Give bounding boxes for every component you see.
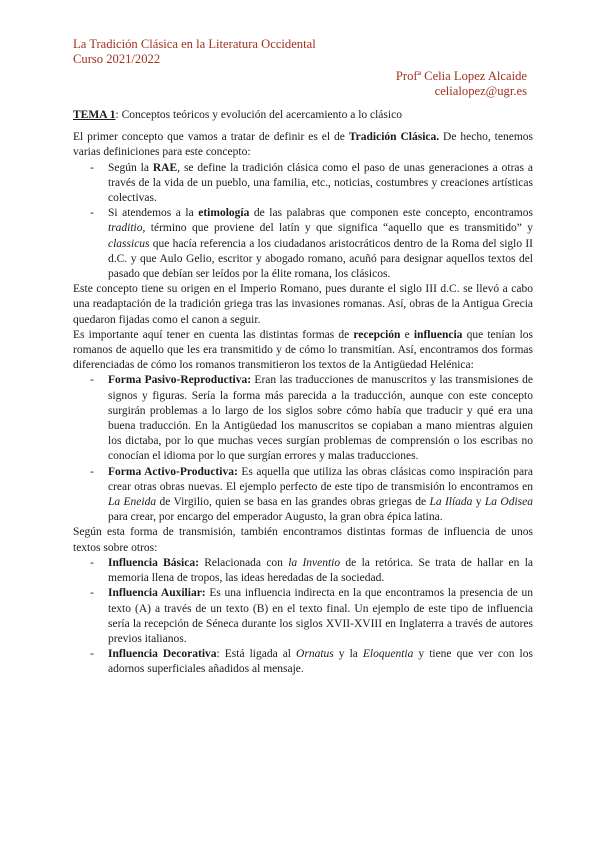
list-dash: - xyxy=(90,161,94,174)
iliada-title: La Ilíada xyxy=(429,496,473,509)
etym-text-4: que hacía referencia a los ciudadanos aristocráticos dentro de la Roma del siglo II d.C. y que Aulo Gelio, escritor y abogado romano, acuñó para designar aquellos textos del pasado que debían ser leídos por la élite romana, los clásicos. xyxy=(108,237,533,281)
list-dash: - xyxy=(90,587,94,600)
list-item-basica xyxy=(73,556,533,586)
list-item-decorativa xyxy=(73,647,533,677)
odisea-title: La Odisea xyxy=(484,496,533,509)
reception-paragraph xyxy=(73,328,533,374)
course-year: Curso 2021/2022 xyxy=(73,52,161,66)
definitions-list xyxy=(73,161,533,283)
list-item-etymology xyxy=(73,206,533,282)
list-dash: - xyxy=(90,374,94,387)
basica-text-2: de la retórica. Se trata de hallar en la memoria llena de tropos, las ideas heredadas de la sociedad. xyxy=(108,556,533,585)
activo-text-3: y xyxy=(472,496,485,509)
intro-term: Tradición Clásica. xyxy=(348,131,440,144)
eneida-title: La Eneida xyxy=(108,496,157,509)
etym-text-2: de las palabras que componen este concepto, encontramos xyxy=(249,207,533,220)
auxiliar-text: Es una influencia indirecta en la que encontramos la presencia de un texto (A) a través de un texto (B) en el texto final. Un ejemplo de este tipo de influencia sería la recepción de Séneca durante los siglos XVII-XVIII en Inglaterra a través de autores previos italianos. xyxy=(108,587,533,645)
course-header xyxy=(73,37,316,67)
etym-latin-traditio: traditio xyxy=(108,222,143,235)
activo-term: Forma Activo-Productiva: xyxy=(108,465,238,478)
reception-text-2: e xyxy=(400,328,414,341)
etym-text-3: , término que proviene del latín y que significa “aquello que es transmitido” y xyxy=(142,222,533,235)
eloquentia-term: Eloquentia xyxy=(362,648,414,661)
intro-text: El primer concepto que vamos a tratar de definir es el de xyxy=(73,131,349,144)
section-heading xyxy=(73,108,533,123)
tema-title: : Conceptos teóricos y evolución del acercamiento a lo clásico xyxy=(115,109,402,121)
activo-text-4: para crear, por encargo del emperador Augusto, la gran obra épica latina. xyxy=(108,511,443,524)
document-body xyxy=(73,108,533,678)
course-title: La Tradición Clásica en la Literatura Occidental xyxy=(73,37,316,51)
etym-term: etimología xyxy=(198,207,250,220)
basica-term: Influencia Básica: xyxy=(108,556,199,569)
list-item-activo xyxy=(73,465,533,526)
pasivo-text: Eran las traducciones de manuscritos y las transmisiones de signos y figuras. Sería la forma más parecida a la traducción, aunque con este concepto surgirán problemas a lo largo de los siglos sobre cómo había que traducir y qué era una buena traducción. En la Antigüedad los manuscritos se copiaban a mano mientras alguien los dictaba, por lo que muchas veces surgían problemas de comprensión o los escribas no conocían el idioma por lo que surgían errores y malas traducciones. xyxy=(108,374,533,463)
list-dash: - xyxy=(90,207,94,220)
pasivo-term: Forma Pasivo-Reproductiva: xyxy=(108,374,252,387)
ornatus-term: Ornatus xyxy=(296,648,334,661)
list-item-pasivo xyxy=(73,373,533,464)
auxiliar-term: Influencia Auxiliar: xyxy=(108,587,206,600)
intro-text-2: De hecho, tenemos varias definiciones para este concepto: xyxy=(73,131,533,159)
professor-email[interactable]: celialopez@ugr.es xyxy=(434,84,527,98)
influence-intro-paragraph: Según esta forma de transmisión, también encontramos distintas formas de influencia de unos textos sobre otros: xyxy=(73,526,533,554)
reception-term: recepción xyxy=(353,328,401,341)
list-dash: - xyxy=(90,556,94,569)
list-item-rae xyxy=(73,161,533,207)
rae-text-2: , se define la tradición clásica como el paso de unas generaciones a otras a través de la vida de un pueblo, una familia, etc., noticias, costumbres y creaciones artísticas colectivas. xyxy=(108,161,533,205)
decorativa-text: : Está ligada al xyxy=(216,648,297,661)
activo-text: Es aquella que utiliza las obras clásicas como inspiración para crear otras obras nuevas. El ejemplo perfecto de este tipo de transmisión lo encontramos en xyxy=(108,465,533,493)
reception-text: Es importante aquí tener en cuenta las distintas formas de xyxy=(73,328,354,341)
activo-text-2: de Virgilio, quien se basa en las grandes obras griegas de xyxy=(156,496,430,509)
list-dash: - xyxy=(90,648,94,661)
decorativa-text-2: y la xyxy=(333,648,363,661)
decorativa-term: Influencia Decorativa xyxy=(108,648,217,661)
intro-paragraph xyxy=(73,130,533,160)
professor-name: Profª Celia Lopez Alcaide xyxy=(395,69,527,83)
list-item-auxiliar xyxy=(73,586,533,647)
inventio-term: la Inventio xyxy=(288,556,341,569)
origin-paragraph: Este concepto tiene su origen en el Imperio Romano, pues durante el siglo III d.C. se llevó a cabo una readaptación de la tradición griega tras las invasiones romanas. Así, obras de la Antigua Grecia quedaron fijadas como el canon a seguir. xyxy=(73,283,533,326)
basica-text: Relacionada con xyxy=(198,556,289,569)
influence-term: influencia xyxy=(413,328,463,341)
reception-text-3: que tenían los romanos de aquello que les era transmitido y de cómo lo transmitían. Así, encontramos dos formas diferenciadas de cómo los romanos transmitieron los textos de la Antigüedad Helénica: xyxy=(73,328,533,372)
etym-latin-classicus: classicus xyxy=(108,237,150,250)
tema-label: TEMA 1 xyxy=(73,109,116,121)
etym-text: Si atendemos a la xyxy=(108,207,199,220)
author-header xyxy=(396,69,527,99)
forms-list xyxy=(73,373,533,525)
decorativa-text-3: y tiene que ver con los adornos superficiales añadidos al mensaje. xyxy=(108,648,533,676)
rae-text: Según la xyxy=(108,161,153,174)
list-dash: - xyxy=(90,465,94,478)
influences-list xyxy=(73,556,533,678)
rae-term: RAE xyxy=(152,161,178,174)
